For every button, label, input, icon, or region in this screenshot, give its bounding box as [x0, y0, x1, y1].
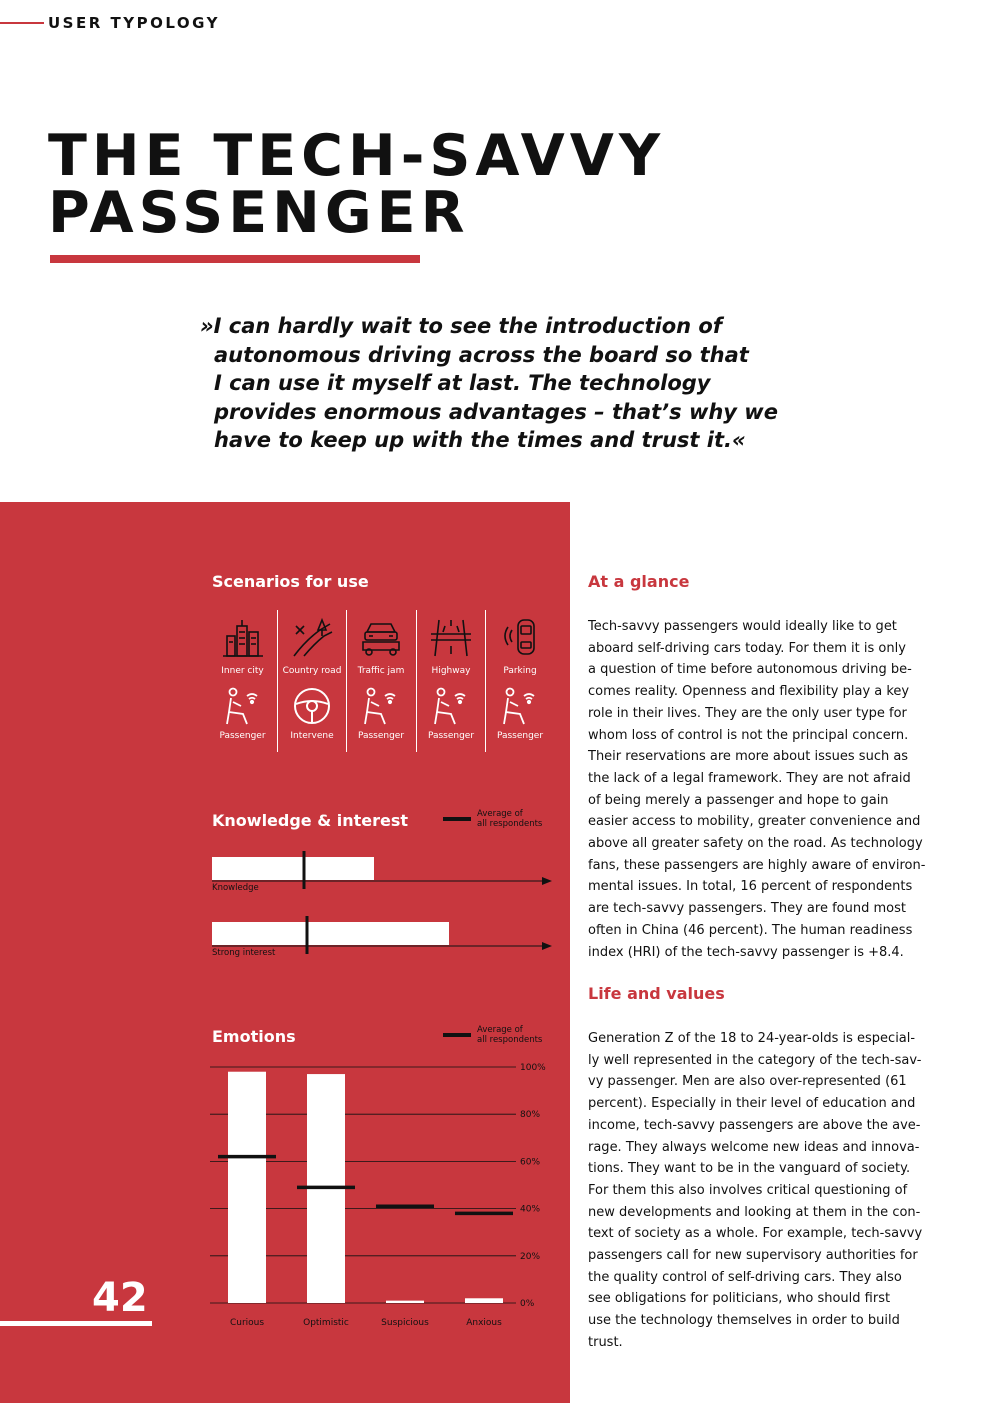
page-number: 42: [92, 1275, 148, 1321]
text-line: percent). Especially in their level of education and: [588, 1096, 916, 1112]
text-line: whom loss of control is not the principal concern.: [588, 727, 909, 743]
section-label: USER TYPOLOGY: [48, 14, 220, 32]
steering-wheel-icon: [290, 684, 334, 728]
scenario-label: Inner city: [221, 666, 264, 676]
passenger-wifi-icon: [221, 684, 265, 728]
mode-label: Intervene: [290, 731, 334, 741]
knowledge-heading: Knowledge & interest: [212, 811, 409, 830]
text-line: passengers call for new supervisory authorities for: [588, 1248, 918, 1264]
title-underline: [50, 255, 420, 263]
text-line: new developments and looking at them in the con-: [588, 1204, 921, 1220]
country-road-icon: [290, 616, 334, 660]
text-line: of being merely a passenger and hope to gain: [588, 792, 889, 808]
text-line: use the technology themselves in order to build: [588, 1313, 900, 1329]
text-line: role in their lives. They are the only user type for: [588, 705, 907, 721]
quote-line: provides enormous advantages – that’s why we: [214, 399, 778, 424]
text-line: rage. They always welcome new ideas and innova-: [588, 1139, 920, 1155]
scenario-country-road: [277, 610, 346, 752]
text-line: fans, these passengers are highly aware of environ-: [588, 857, 926, 873]
y-tick-label: 100%: [520, 1063, 546, 1073]
scenario-label: Traffic jam: [357, 666, 405, 676]
y-tick-label: 80%: [520, 1110, 541, 1121]
text-line: index (HRI) of the tech-savvy passenger is +8.4.: [588, 944, 904, 960]
legend-swatch: [443, 817, 471, 821]
life-values-text: [588, 1028, 948, 1354]
scenario-traffic-jam: [346, 610, 415, 752]
y-tick-label: 0%: [520, 1299, 535, 1309]
passenger-wifi-icon: [359, 684, 403, 728]
legend-swatch: [443, 1033, 471, 1037]
category-label: Suspicious: [381, 1318, 429, 1328]
scenarios-heading: Scenarios for use: [212, 572, 369, 591]
legend-line: all respondents: [477, 1035, 543, 1045]
mode-label: Passenger: [219, 731, 266, 741]
title-line-2: PASSENGER: [48, 180, 470, 246]
text-line: aboard self-driving cars today. For them it is only: [588, 640, 906, 656]
text-line: easier access to mobility, greater convenience and: [588, 814, 921, 830]
life-values-heading: Life and values: [588, 984, 725, 1003]
text-line: often in China (46 percent). The human readiness: [588, 922, 913, 938]
knowledge-bar: [212, 857, 374, 880]
text-line: For them this also involves critical questioning of: [588, 1182, 908, 1198]
highway-icon: [429, 616, 473, 660]
quote-line: autonomous driving across the board so that: [214, 342, 749, 367]
scenarios-grid: [208, 610, 556, 752]
text-line: comes reality. Openness and flexibility play a key: [588, 684, 910, 700]
traffic-jam-icon: [359, 616, 403, 660]
text-line: income, tech-savvy passengers are above the ave-: [588, 1117, 921, 1133]
text-line: ly well represented in the category of the tech-sav-: [588, 1052, 922, 1068]
emotions-chart: [210, 1060, 560, 1340]
text-line: the lack of a legal framework. They are not afraid: [588, 770, 911, 786]
text-line: the quality control of self-driving cars. They also: [588, 1269, 902, 1285]
scenario-label: Highway: [431, 666, 471, 676]
text-line: Tech-savvy passengers would ideally like to get: [588, 619, 897, 634]
emotions-svg: [210, 1060, 560, 1340]
y-tick-label: 60%: [520, 1157, 541, 1168]
legend-line: Average of: [477, 809, 523, 819]
text-line: trust.: [588, 1334, 623, 1350]
mode-label: Passenger: [496, 731, 544, 741]
y-tick-label: 40%: [520, 1204, 541, 1215]
quote-line: have to keep up with the times and trust it.«: [214, 428, 746, 452]
text-line: mental issues. In total, 16 percent of respondents: [588, 879, 913, 895]
axis-arrow: [542, 877, 552, 885]
text-line: text of society as a whole. For example, tech-savvy: [588, 1226, 923, 1242]
mode-label: Passenger: [357, 731, 405, 741]
emotions-legend: [443, 1025, 563, 1047]
text-line: Their reservations are more about issues such as: [588, 749, 909, 765]
knowledge-bar: [212, 922, 449, 945]
at-a-glance-text: [588, 616, 948, 963]
mode-label: Passenger: [427, 731, 475, 741]
bar-label: Knowledge: [212, 883, 259, 893]
passenger-wifi-icon: [429, 684, 473, 728]
legend-line: Average of: [477, 1025, 523, 1035]
bar-label: Strong interest: [212, 948, 276, 958]
emotion-bar: [228, 1072, 266, 1303]
category-label: Anxious: [466, 1318, 502, 1328]
text-line: are tech-savvy passengers. They are found most: [588, 901, 906, 917]
emotion-bar: [465, 1298, 503, 1303]
quote-line: »I can hardly wait to see the introduction of: [200, 314, 722, 338]
text-line: above all greater safety on the road. As technology: [588, 836, 923, 852]
legend-text: [477, 809, 542, 829]
emotion-bar: [386, 1301, 424, 1303]
at-a-glance-heading: At a glance: [588, 572, 690, 591]
knowledge-legend: [443, 809, 563, 831]
parking-icon: [498, 616, 542, 660]
pull-quote: [200, 312, 780, 455]
legend-text: [477, 1025, 542, 1045]
scenario-label: Country road: [282, 666, 342, 676]
quote-line: I can use it myself at last. The technology: [214, 371, 711, 395]
y-tick-label: 20%: [520, 1251, 541, 1262]
scenario-parking: [485, 610, 554, 752]
text-line: see obligations for politicians, who should first: [588, 1291, 891, 1307]
page-number-rule: [0, 1321, 152, 1326]
text-line: vy passenger. Men are also over-represented (61: [588, 1074, 907, 1090]
axis-arrow: [542, 942, 552, 950]
page-title: [48, 123, 666, 246]
text-line: a question of time before autonomous driving be-: [588, 662, 912, 678]
category-label: Curious: [229, 1318, 265, 1328]
text-line: tions. They want to be in the vanguard of society.: [588, 1161, 911, 1177]
scenario-inner-city: [208, 610, 277, 752]
scenario-label: Parking: [503, 666, 537, 676]
category-label: Optimistic: [303, 1318, 349, 1328]
knowledge-interest-chart: [212, 848, 554, 968]
passenger-wifi-icon: [498, 684, 542, 728]
scenario-highway: [416, 610, 485, 752]
legend-line: all respondents: [477, 819, 543, 829]
title-line-1: THE TECH-SAVVY: [48, 123, 666, 189]
text-line: Generation Z of the 18 to 24-year-olds is especial-: [588, 1031, 916, 1046]
emotions-heading: Emotions: [212, 1027, 296, 1046]
section-rule: [0, 22, 44, 24]
inner-city-icon: [221, 616, 265, 660]
